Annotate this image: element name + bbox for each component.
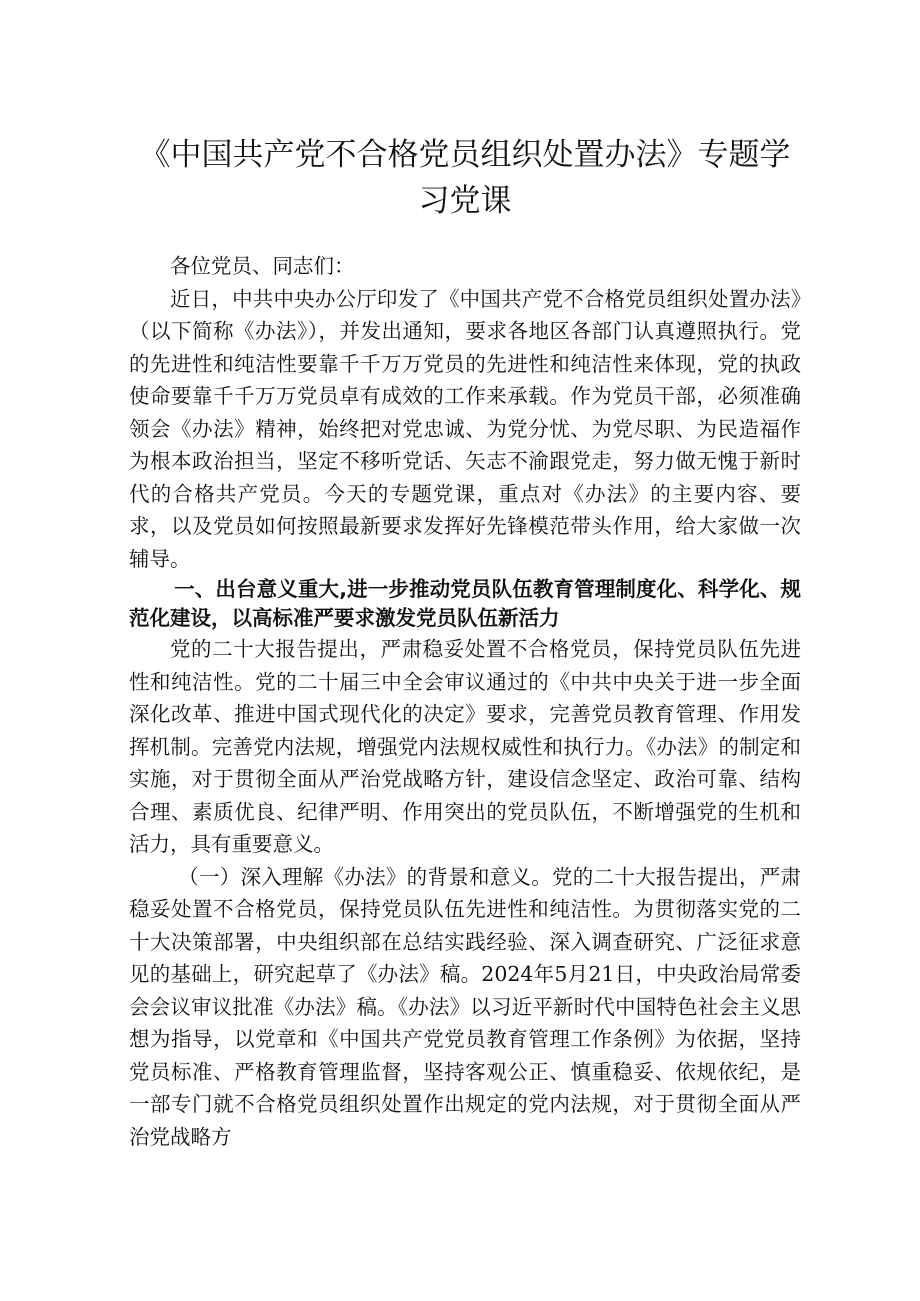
document-body [129, 250, 801, 1153]
intro-paragraph: 近日，中共中央办公厅印发了《中国共产党不合格党员组织处置办法》（以下简称《办法》），并发出通知，要求各地区各部门认真遵照执行。党的先进性和纯洁性要靠千千万万党员的先进性和纯洁性来体现，党的执政使命要靠千千万万党员卓有成效的工作来承载。作为党员干部，必须准确领会《办法》精神，始终把对党忠诚、为党分忧、为党尽职、为民造福作为根本政治担当，坚定不移听党话、矢志不渝跟党走，努力做无愧于新时代的合格共产党员。今天的专题党课，重点对《办法》的主要内容、要求，以及党员如何按照最新要求发挥好先锋模范带头作用，给大家做一次辅导。 [129, 286, 801, 571]
section-1-paragraph: 党的二十大报告提出，严肃稳妥处置不合格党员，保持党员队伍先进性和纯洁性。党的二十届三中全会审议通过的《中共中央关于进一步全面深化改革、推进中国式现代化的决定》要求，完善党员教育管理、作用发挥机制。完善党内法规，增强党内法规权威性和执行力。《办法》的制定和实施，对于贯彻全面从严治党战略方针，建设信念坚定、政治可靠、结构合理、素质优良、纪律严明、作用突出的党员队伍，不断增强党的生机和活力，具有重要意义。 [129, 637, 801, 856]
greeting: 各位党员、同志们： [170, 254, 355, 278]
section-heading-1: 一、出台意义重大,进一步推动党员队伍教育管理制度化、科学化、规范化建设，以高标准严要求激发党员队伍新活力 [129, 577, 801, 630]
document-title: 《中国共产党不合格党员组织处置办法》专题学习党课 [139, 137, 791, 219]
subsection-1-paragraph: （一）深入理解《办法》的背景和意义。党的二十大报告提出，严肃稳妥处置不合格党员，保持党员队伍先进性和纯洁性。为贯彻落实党的二十大决策部署，中央组织部在总结实践经验、深入调查研究、广泛征求意见的基础上，研究起草了《办法》稿。2024年5月21日，中央政治局常委会会议审议批准《办法》稿。《办法》以习近平新时代中国特色社会主义思想为指导，以党章和《中国共产党党员教育管理工作条例》为依据，坚持党员标准、严格教育管理监督，坚持客观公正、慎重稳妥、依规依纪，是一部专门就不合格党员组织处置作出规定的党内法规，对于贯彻全面从严治党战略方 [129, 864, 801, 1149]
